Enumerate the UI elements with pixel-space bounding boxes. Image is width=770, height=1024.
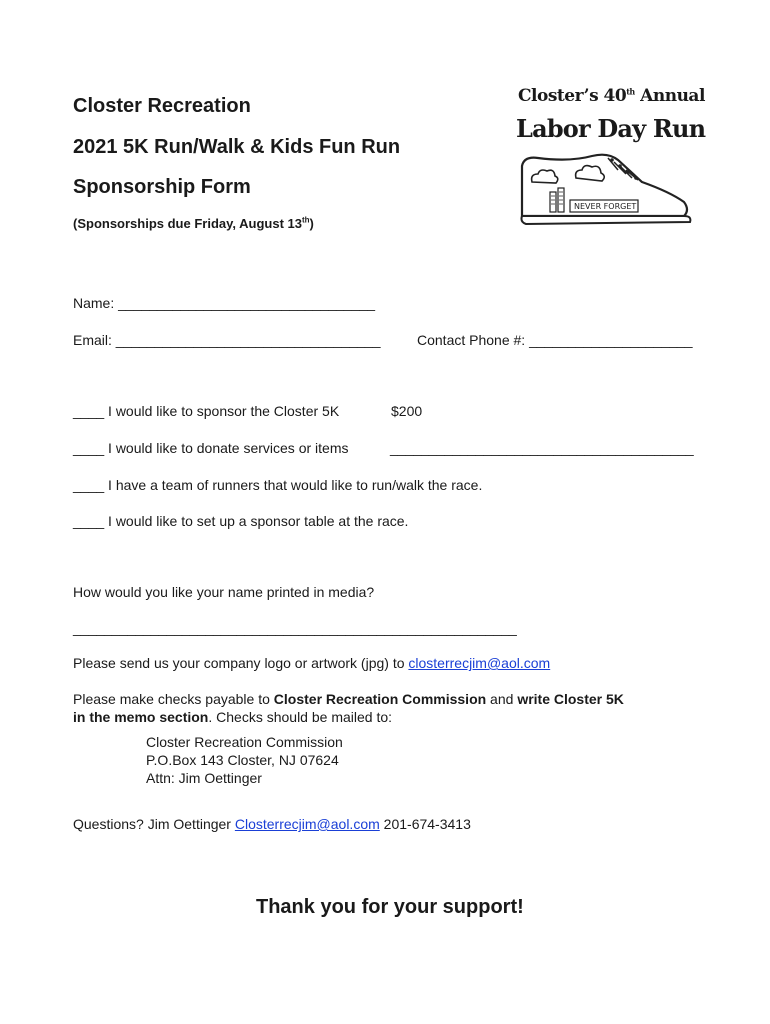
logo-shoe-text: NEVER FORGET <box>574 202 637 211</box>
logo-line2: Labor Day Run <box>516 114 706 143</box>
email-blank[interactable]: __________________________________ <box>115 332 381 348</box>
memo-section: in the memo section <box>73 709 209 725</box>
option-donate[interactable] <box>73 440 349 456</box>
due-date-note <box>73 216 314 231</box>
labor-day-run-logo <box>510 86 706 236</box>
questions-phone: 201-674-3413 <box>379 816 471 832</box>
address-line-1: Closter Recreation Commission <box>146 734 343 750</box>
option-label: I would like to sponsor the Closter 5K <box>108 403 340 419</box>
name-field[interactable] <box>73 295 375 311</box>
media-blank[interactable]: _________________________________________________________ <box>73 620 517 636</box>
due-date-close: ) <box>309 216 314 231</box>
logo-email-link[interactable]: closterrecjim@aol.com <box>408 655 551 671</box>
thank-you-message: Thank you for your support! <box>256 896 524 918</box>
email-field[interactable] <box>73 332 381 348</box>
due-date-text: (Sponsorships due Friday, August 13 <box>73 216 302 231</box>
name-label: Name: <box>73 295 115 311</box>
option-label: I have a team of runners that would like to run/walk the race. <box>108 477 483 493</box>
name-blank[interactable]: _________________________________ <box>118 295 376 311</box>
logo-line1-suffix: Annual <box>634 86 705 106</box>
address-line-3: Attn: Jim Oettinger <box>146 770 262 786</box>
option-team[interactable] <box>73 477 482 493</box>
memo-instruction: write Closter 5K <box>517 691 624 707</box>
event-title: 2021 5K Run/Walk & Kids Fun Run <box>73 136 401 158</box>
donate-details-blank[interactable]: _______________________________________ <box>390 440 694 456</box>
form-title: Sponsorship Form <box>73 176 251 198</box>
logo-request <box>73 655 550 671</box>
option-table[interactable] <box>73 513 408 529</box>
sneaker-icon <box>510 148 700 228</box>
phone-label: Contact Phone #: <box>417 332 526 348</box>
logo-line1-sup: th <box>626 86 635 97</box>
option-checkbox-blank[interactable]: ____ <box>73 440 105 456</box>
address-line-2: P.O.Box 143 Closter, NJ 07624 <box>146 752 339 768</box>
media-question: How would you like your name printed in media? <box>73 584 375 600</box>
mail-instruction: . Checks should be mailed to: <box>208 709 393 725</box>
logo-request-text: Please send us your company logo or artwork (jpg) to <box>73 655 409 671</box>
logo-line1-text: Closter’s 40 <box>518 86 627 106</box>
payment-and: and <box>486 691 518 707</box>
option-checkbox-blank[interactable]: ____ <box>73 403 105 419</box>
org-title: Closter Recreation <box>73 95 251 117</box>
questions-text: Questions? Jim Oettinger <box>73 816 235 832</box>
sponsor-price: $200 <box>391 403 423 419</box>
payment-text: Please make checks payable to <box>73 691 274 707</box>
questions-line <box>73 816 471 832</box>
option-label: I would like to donate services or items <box>108 440 349 456</box>
option-label: I would like to set up a sponsor table at the race. <box>108 513 409 529</box>
payment-line-1 <box>73 691 624 707</box>
payee-name: Closter Recreation Commission <box>273 691 487 707</box>
due-date-sup: th <box>301 215 310 225</box>
phone-field[interactable] <box>417 332 693 348</box>
logo-line1 <box>518 86 705 106</box>
option-sponsor[interactable] <box>73 403 339 419</box>
questions-email-link[interactable]: Closterrecjim@aol.com <box>234 816 380 832</box>
option-checkbox-blank[interactable]: ____ <box>73 513 105 529</box>
payment-line-2 <box>73 709 392 725</box>
phone-blank[interactable]: _____________________ <box>529 332 693 348</box>
email-label: Email: <box>73 332 112 348</box>
option-checkbox-blank[interactable]: ____ <box>73 477 105 493</box>
